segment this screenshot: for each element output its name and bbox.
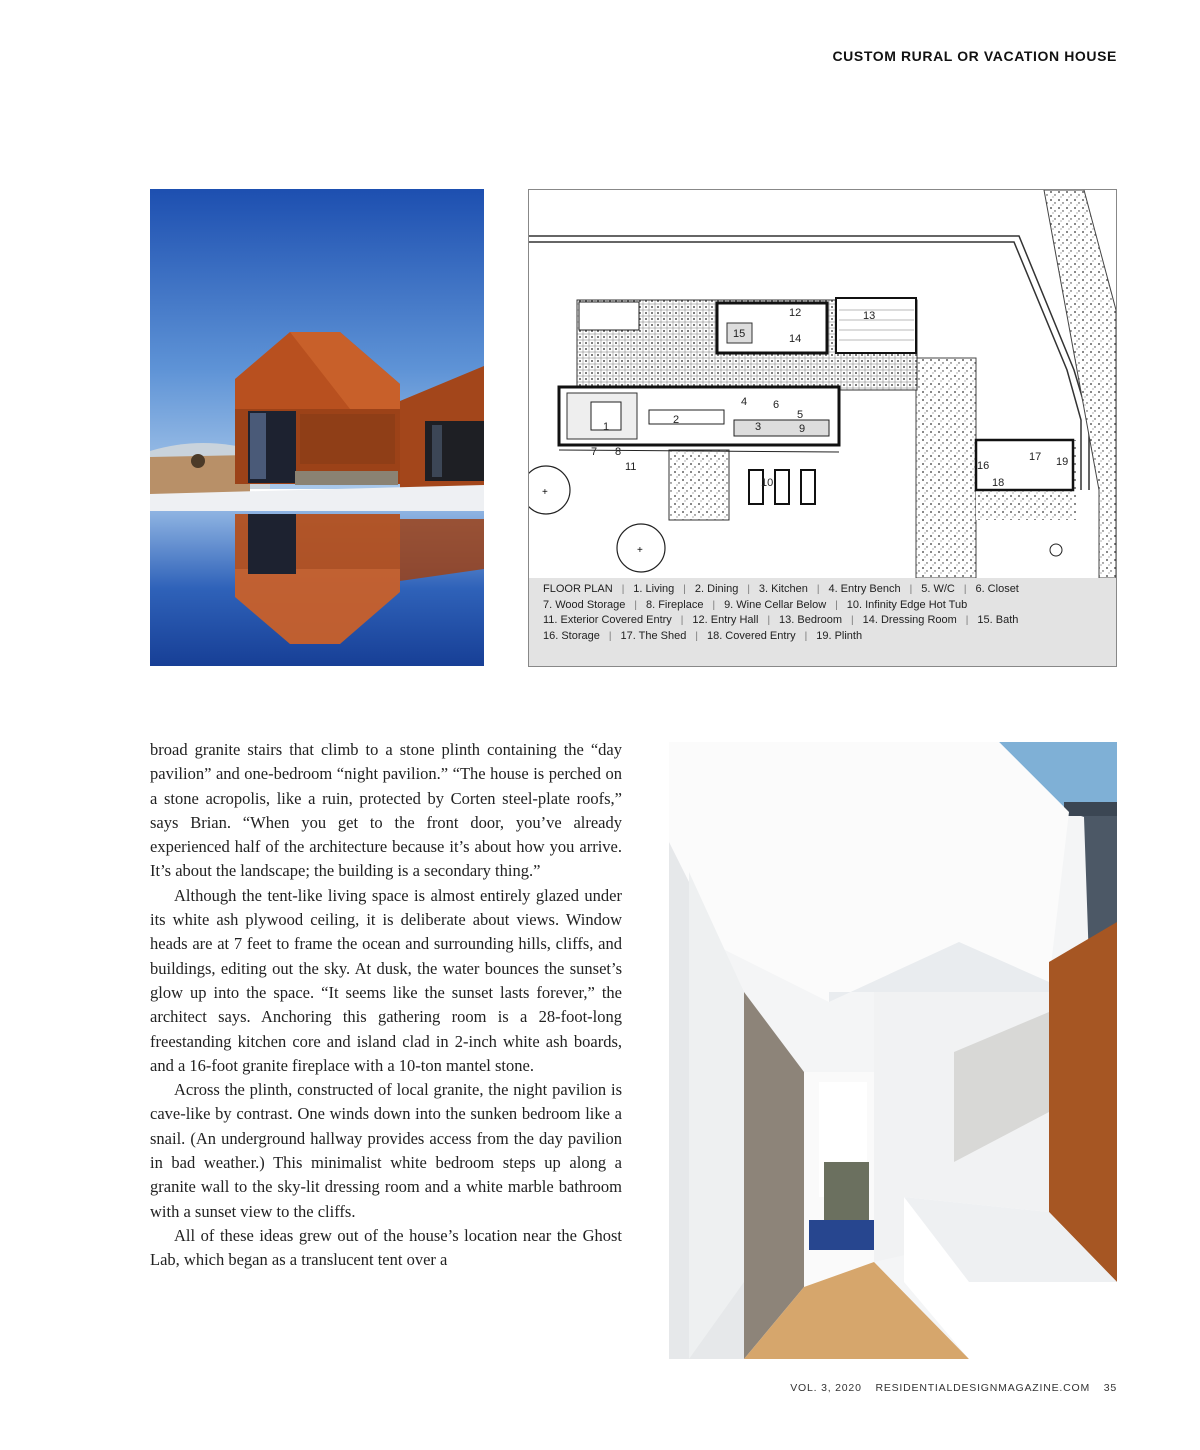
legend-separator: | [747,584,750,595]
plan-label: 13 [863,310,876,322]
legend-separator: | [695,630,698,642]
legend-separator: | [680,615,684,626]
footer-volume: VOL. 3, 2020 [790,1382,862,1394]
section-title: CUSTOM RURAL OR VACATION HOUSE [832,48,1117,64]
page-footer [790,1382,1117,1394]
legend-item: 13. Bedroom [779,614,843,626]
legend-separator: | [963,584,967,595]
legend-item: 19. Plinth [816,629,863,642]
plan-label: 10 [761,477,774,489]
plan-label: 4 [741,396,748,408]
plan-label: 7 [591,446,598,458]
svg-text:+: + [637,545,643,556]
legend-item: 7. Wood Storage [543,598,626,611]
legend-item: 16. Storage [543,629,600,642]
legend-separator: | [965,615,969,626]
plan-label: 18 [992,477,1005,489]
floor-plan-legend [529,578,1116,666]
legend-item: 2. Dining [694,583,739,595]
plan-label: 14 [789,333,802,345]
article-body [150,738,622,1273]
legend-item: 10. Infinity Edge Hot Tub [846,598,968,611]
legend-item: 3. Kitchen [758,583,808,595]
legend-separator: | [909,584,913,595]
article-paragraph: broad granite stairs that climb to a stone plinth containing the “day pavilion” and one-bedroom “night pavilion.” “The house is perched on a stone acropolis, like a ruin, protected by Corten steel-plate roofs,” says Brian. “When you get to the front door, you’ve already experienced half of the architecture because it’s about how you arrive. It’s about the landscape; the building is a secondary thing.” [150,740,622,881]
plan-label: 5 [797,409,804,421]
legend-item: 9. Wine Cellar Below [724,598,827,611]
interior-photo [669,742,1117,1359]
floor-plan-figure [528,189,1117,667]
legend-separator: | [835,599,838,611]
plan-label: 9 [799,423,806,435]
legend-item: 17. The Shed [620,629,687,642]
legend-item: 18. Covered Entry [706,629,796,642]
legend-item: 8. Fireplace [645,598,704,611]
legend-separator: | [712,599,716,611]
plan-label: 1 [603,421,610,433]
plan-label: 3 [755,421,762,433]
footer-website: RESIDENTIALDESIGNMAGAZINE.COM [875,1382,1090,1394]
legend-separator: | [804,630,808,642]
legend-separator: | [683,584,686,595]
legend-separator: | [816,584,820,595]
legend-item: FLOOR PLAN [543,583,613,595]
page-number: 35 [1103,1382,1117,1394]
legend-item: 4. Entry Bench [828,583,901,595]
legend-separator: | [634,599,637,611]
floor-plan-drawing [529,190,1116,578]
article-paragraph: Although the tent-like living space is almost entirely glazed under its white ash plywood ceiling, it is deliberate about views. Window heads are at 7 feet to frame the ocean and surrounding hills, cliffs, and buildings, editing out the sky. At dusk, the water bounces the sunset’s glow up into the space. “It seems like the sunset lasts forever,” the architect says. Anchoring this gathering room is a 28-foot-long freestanding kitchen core and island clad in 2-inch white ash boards, and a 16-foot granite fireplace with a 10-ton mantel stone. [150,885,622,1075]
article-paragraph: Across the plinth, constructed of local granite, the night pavilion is cave-like by contrast. One winds down into the sunken bedroom like a snail. (An underground hallway provides access from the day pavilion in bad weather.) This minimalist white bedroom steps up along a granite wall to the sky-lit dressing room and a white marble bathroom with a sunset view to the cliffs. [150,1080,622,1221]
legend-item: 14. Dressing Room [862,614,957,626]
legend-item: 11. Exterior Covered Entry [543,614,672,626]
legend-item: 5. W/C [921,583,955,595]
legend-line [543,613,1116,629]
plan-label: 8 [615,446,622,458]
legend-line [543,629,1116,645]
legend-line [543,582,1116,598]
plan-label: 19 [1056,456,1069,468]
legend-item: 6. Closet [975,583,1019,595]
legend-separator: | [608,630,612,642]
plan-label: 12 [789,307,802,319]
legend-separator: | [851,615,854,626]
legend-line [543,598,1116,614]
legend-item: 15. Bath [977,614,1019,626]
plan-label: 11 [625,461,637,473]
legend-separator: | [621,584,625,595]
article-paragraph: All of these ideas grew out of the house’s location near the Ghost Lab, which began as a translucent tent over a [150,1225,622,1270]
exterior-photo [150,189,484,666]
plan-label: 16 [977,460,990,472]
plan-label: 15 [733,328,746,340]
legend-item: 1. Living [633,583,675,595]
plan-label: 17 [1029,451,1042,463]
legend-item: 12. Entry Hall [692,614,759,626]
legend-separator: | [767,615,771,626]
plan-label: 6 [773,399,780,411]
svg-text:+: + [542,487,548,498]
plan-label: 2 [673,414,680,426]
